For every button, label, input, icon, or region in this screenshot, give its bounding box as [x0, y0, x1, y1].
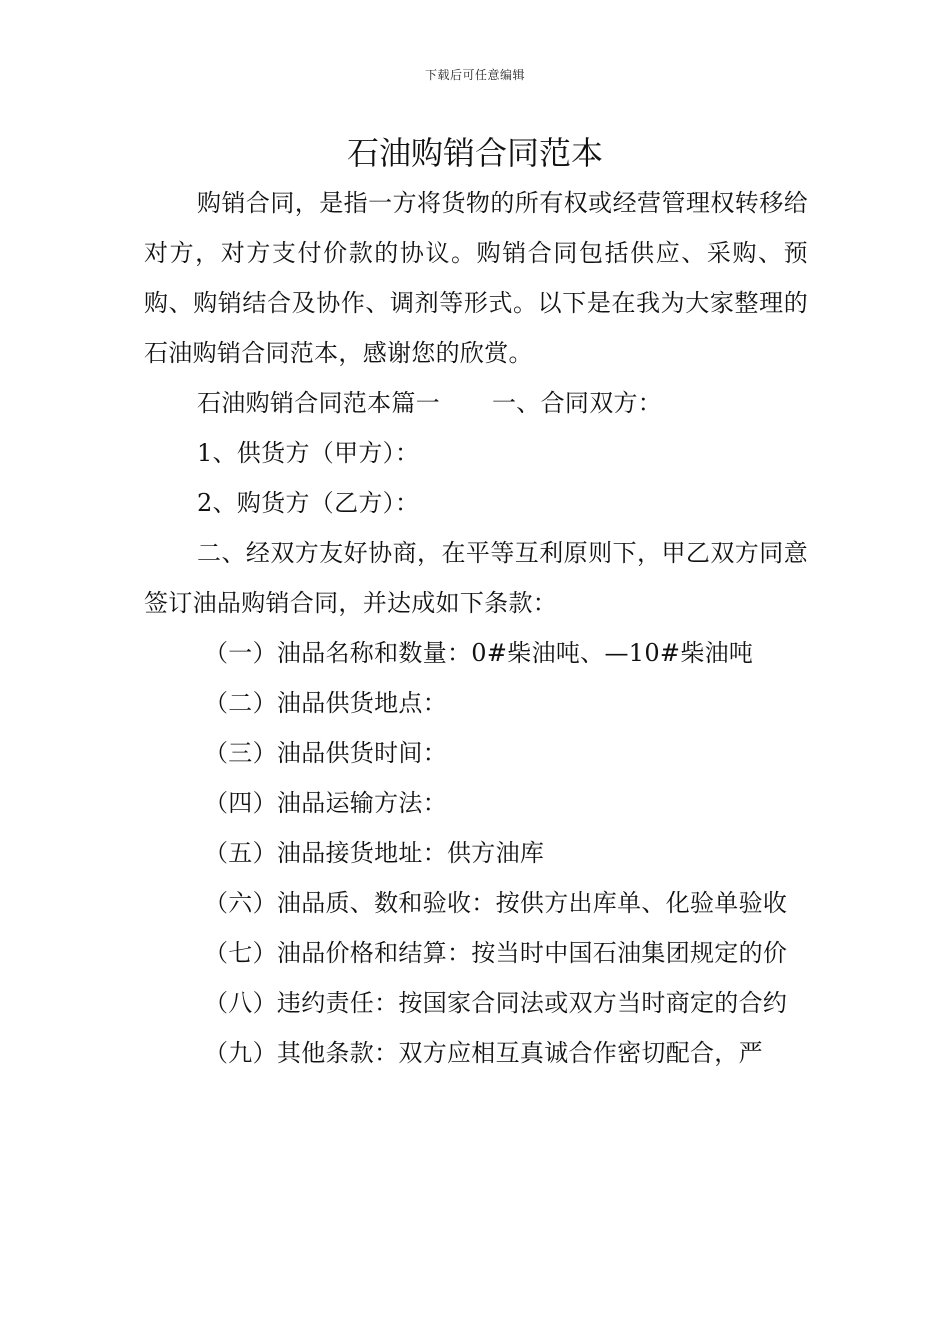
clause-item: （三）油品供货时间： [204, 739, 447, 767]
party-supplier: 1、供货方（甲方）： [197, 439, 420, 467]
party-buyer: 2、购货方（乙方）： [197, 489, 420, 517]
agreement-paragraph: 二、经双方友好协商，在平等互利原则下，甲乙双方同意签订油品购销合同，并达成如下条款： [144, 539, 808, 617]
clause-item: （六）油品质、数和验收：按供方出库单、化验单验收 [204, 889, 788, 917]
clause-item: （二）油品供货地点： [204, 689, 447, 717]
document-title: 石油购销合同范本 [346, 134, 603, 172]
download-note: 下载后可任意编辑 [424, 68, 525, 82]
clause-item: （七）油品价格和结算：按当时中国石油集团规定的价 [204, 939, 788, 967]
clause-item: （九）其他条款：双方应相互真诚合作密切配合，严 [204, 1039, 763, 1067]
section-heading [144, 378, 808, 428]
section-heading-right: 一、合同双方： [492, 389, 663, 417]
intro-paragraph: 购销合同，是指一方将货物的所有权或经营管理权转移给对方，对方支付价款的协议。购销合同包括供应、采购、预购、购销结合及协作、调剂等形式。以下是在我为大家整理的石油购销合同范本，感谢您的欣赏。 [144, 189, 808, 367]
section-heading-left: 石油购销合同范本篇一 [197, 389, 440, 417]
document-body [144, 178, 808, 1078]
clause-item: （五）油品接货地址：供方油库 [204, 839, 545, 867]
clause-item: （四）油品运输方法： [204, 789, 447, 817]
clause-item: （一）油品名称和数量：0#柴油吨、—10#柴油吨 [204, 639, 754, 667]
clause-item: （八）违约责任：按国家合同法或双方当时商定的合约 [204, 989, 788, 1017]
